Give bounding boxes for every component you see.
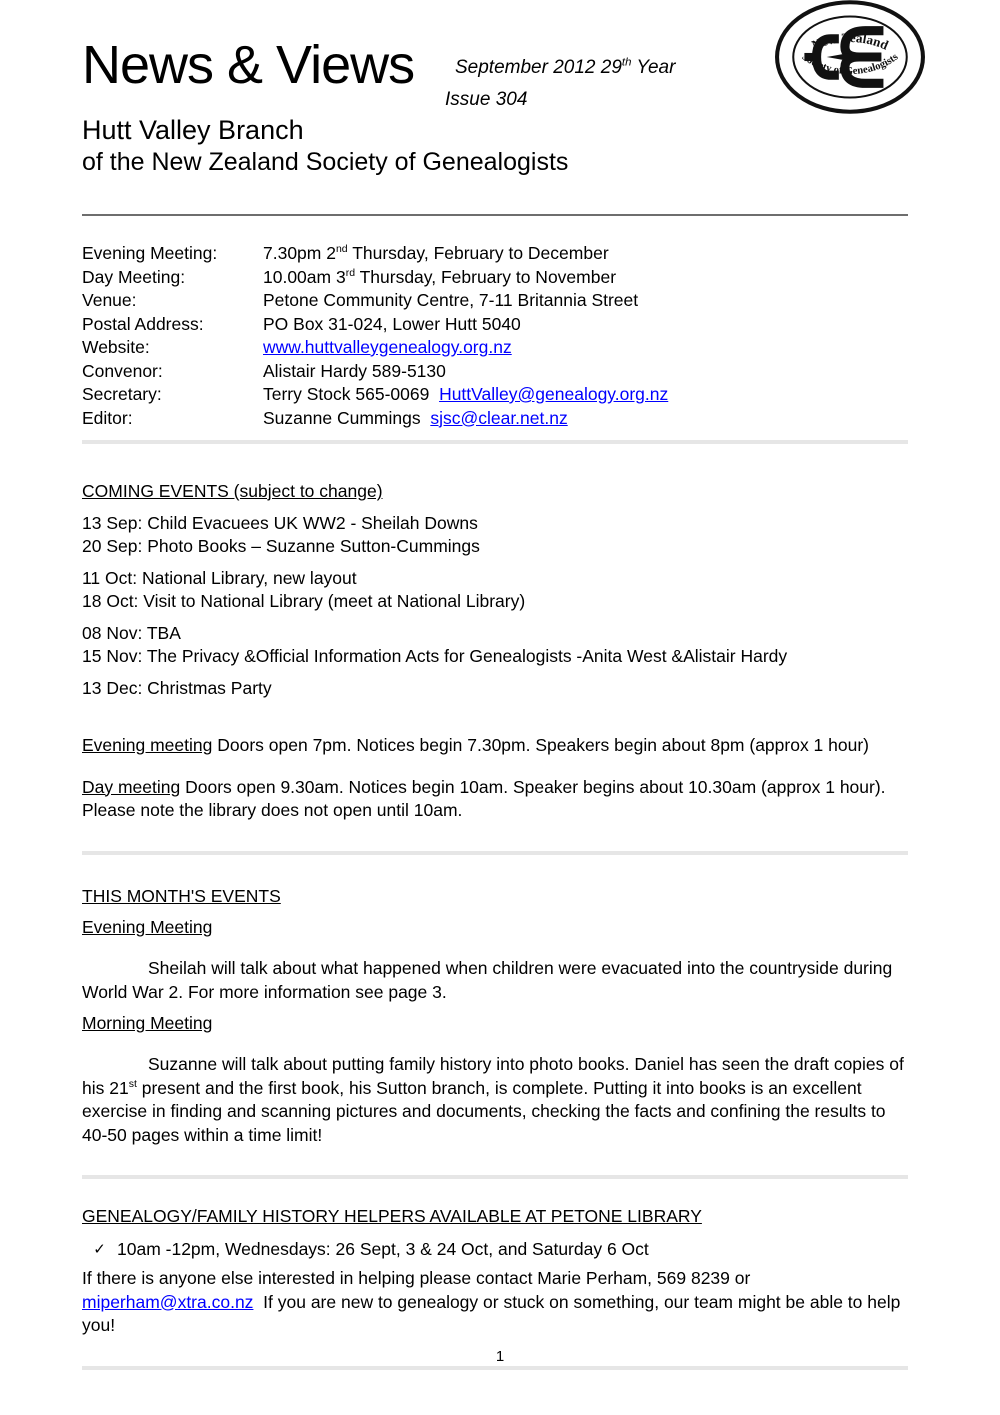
divider-dark bbox=[82, 214, 908, 216]
table-row bbox=[82, 360, 908, 384]
info-value bbox=[263, 336, 908, 360]
table-row bbox=[82, 289, 908, 313]
info-label: Day Meeting: bbox=[82, 266, 186, 287]
info-label: Website: bbox=[82, 337, 150, 357]
event-item: 08 Nov: TBA bbox=[82, 622, 181, 643]
helpers-bullet-text: 10am -12pm, Wednesdays: 26 Sept, 3 & 24 Oct, and Saturday 6 Oct bbox=[117, 1238, 649, 1259]
info-value bbox=[263, 242, 908, 266]
branch-title: Hutt Valley Branch bbox=[82, 115, 304, 145]
info-label: Secretary: bbox=[82, 384, 162, 404]
info-text: Suzanne Cummings bbox=[263, 407, 431, 428]
website-link[interactable]: www.huttvalleygenealogy.org.nz bbox=[263, 337, 512, 357]
event-group-sep bbox=[82, 512, 908, 559]
event-group-nov bbox=[82, 622, 908, 669]
evening-meeting-paragraph: Sheilah will talk about what happened when children were evacuated into the countryside during World War 2. For more information see page 3. bbox=[82, 958, 893, 1002]
event-item: 13 Sep: Child Evacuees UK WW2 - Sheilah Downs bbox=[82, 512, 478, 533]
info-text: Petone Community Centre, 7-11 Britannia Street bbox=[263, 290, 639, 310]
divider bbox=[82, 851, 908, 855]
info-text: 7.30pm 2 bbox=[263, 243, 336, 263]
info-label: Editor: bbox=[82, 407, 133, 428]
helpers-paragraph-text-post: If you are new to genealogy or stuck on something, our team might be able to help you! bbox=[82, 1291, 901, 1335]
morning-paragraph-text-post: present and the first book, his Sutton branch, is complete. Putting it into books is an excellent exercise in finding and scanning pictures and documents, checking the facts and confining the results to 40-50 pages within a time limit! bbox=[82, 1077, 886, 1145]
morning-paragraph-superscript: st bbox=[128, 1077, 137, 1090]
day-meeting-note bbox=[82, 776, 908, 823]
table-row bbox=[82, 383, 908, 407]
info-label: Venue: bbox=[82, 290, 137, 310]
table-row bbox=[82, 336, 908, 360]
divider bbox=[82, 440, 908, 444]
check-icon: ✓ bbox=[93, 1240, 106, 1258]
divider bbox=[82, 1175, 908, 1179]
page-title: News & Views bbox=[82, 35, 415, 95]
coming-events-section bbox=[82, 480, 908, 700]
issue-number: Issue 304 bbox=[445, 89, 528, 110]
day-meeting-note-lead: Day meeting bbox=[82, 776, 181, 797]
info-label: Postal Address: bbox=[82, 313, 204, 334]
header bbox=[82, 0, 908, 186]
table-row bbox=[82, 313, 908, 337]
morning-meeting-subheading: Morning Meeting bbox=[82, 1013, 213, 1033]
event-item: 15 Nov: The Privacy &Official Information Acts for Genealogists -Anita West &Alistair Hardy bbox=[82, 646, 788, 666]
info-text: Terry Stock 565-0069 bbox=[263, 384, 440, 404]
newsletter-date bbox=[455, 56, 675, 80]
info-label: Evening Meeting: bbox=[82, 243, 218, 263]
secretary-email-link[interactable]: HuttValley@genealogy.org.nz bbox=[439, 384, 669, 404]
date-superscript: th bbox=[621, 56, 632, 69]
table-row bbox=[82, 266, 908, 290]
helpers-paragraph bbox=[82, 1267, 908, 1338]
info-value bbox=[263, 289, 908, 313]
event-item: 13 Dec: Christmas Party bbox=[82, 677, 272, 698]
morning-paragraph-text: Suzanne will talk about putting family history into photo books. Daniel has seen the draft copies of his 21 bbox=[82, 1054, 904, 1098]
info-value bbox=[263, 313, 908, 337]
info-table bbox=[82, 242, 908, 430]
info-label: Convenor: bbox=[82, 360, 163, 381]
logo-bottom-text: Society of Genealogists bbox=[799, 51, 901, 78]
info-value bbox=[263, 383, 908, 407]
event-item: 18 Oct: Visit to National Library (meet at National Library) bbox=[82, 591, 526, 611]
table-row bbox=[82, 407, 908, 431]
info-value bbox=[263, 360, 908, 384]
event-item: 20 Sep: Photo Books – Suzanne Sutton-Cummings bbox=[82, 536, 480, 556]
helpers-heading: GENEALOGY/FAMILY HISTORY HELPERS AVAILABLE AT PETONE LIBRARY bbox=[82, 1206, 702, 1226]
date-suffix: Year bbox=[631, 57, 676, 78]
helpers-paragraph-text: If there is anyone else interested in helping please contact Marie Perham, 569 8239 or bbox=[82, 1268, 751, 1288]
page-number: 1 bbox=[495, 1348, 505, 1365]
info-superscript: nd bbox=[335, 243, 348, 256]
evening-meeting-note-lead: Evening meeting bbox=[82, 735, 213, 755]
morning-meeting-paragraph bbox=[82, 1053, 908, 1147]
helpers-bullet bbox=[82, 1238, 908, 1262]
event-group-dec bbox=[82, 677, 908, 701]
logo-top-text: New Zealand bbox=[809, 29, 891, 53]
event-group-oct bbox=[82, 567, 908, 614]
info-text-post: Thursday, February to November bbox=[355, 266, 617, 287]
coming-events-heading: COMING EVENTS (subject to change) bbox=[82, 481, 383, 501]
info-text: PO Box 31-024, Lower Hutt 5040 bbox=[263, 313, 521, 334]
evening-meeting-note-text: Doors open 7pm. Notices begin 7.30pm. Speakers begin about 8pm (approx 1 hour) bbox=[212, 735, 870, 755]
evening-meeting-note bbox=[82, 734, 908, 758]
info-text: Alistair Hardy 589-5130 bbox=[263, 360, 446, 381]
info-value bbox=[263, 407, 908, 431]
table-row bbox=[82, 242, 908, 266]
nzsg-logo bbox=[774, 0, 926, 114]
info-value bbox=[263, 266, 908, 290]
info-text: 10.00am 3 bbox=[263, 266, 346, 287]
info-superscript: rd bbox=[345, 266, 356, 279]
info-text-post: Thursday, February to December bbox=[347, 243, 609, 263]
editor-email-link[interactable]: sjsc@clear.net.nz bbox=[430, 407, 568, 428]
day-meeting-note-text: Doors open 9.30am. Notices begin 10am. Speaker begins about 10.30am (approx 1 hour). Please note the library does not open until 10am. bbox=[82, 776, 886, 820]
evening-meeting-subheading: Evening Meeting bbox=[82, 917, 213, 937]
date-text: September 2012 29 bbox=[455, 57, 622, 78]
event-item: 11 Oct: National Library, new layout bbox=[82, 567, 357, 588]
helpers-email-link[interactable]: miperham@xtra.co.nz bbox=[82, 1291, 254, 1312]
this-months-events-heading: THIS MONTH'S EVENTS bbox=[82, 885, 281, 906]
society-subtitle: of the New Zealand Society of Genealogists bbox=[82, 148, 569, 176]
